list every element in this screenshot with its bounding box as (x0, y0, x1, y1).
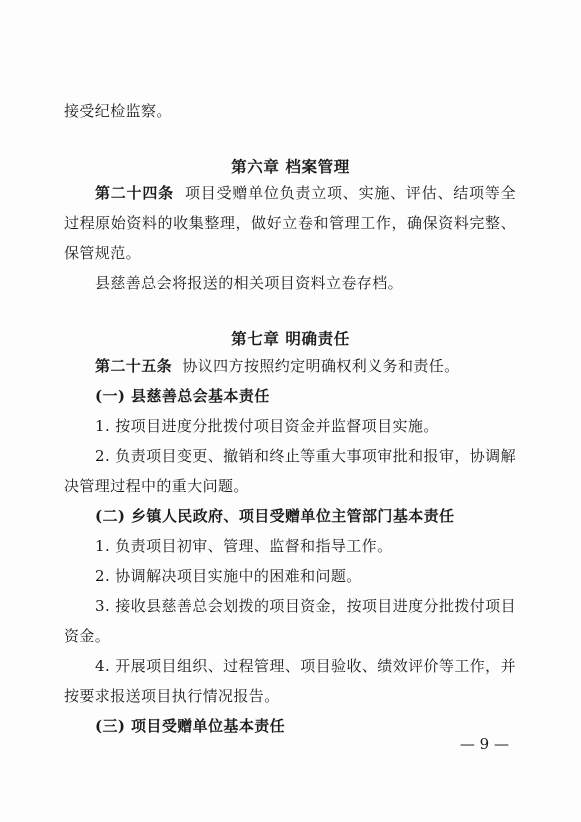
article-25-text: 协议四方按照约定明确权利义务和责任。 (182, 357, 460, 375)
section-2-item-3-line-1: 3. 接收县慈善总会划拨的项目资金，按项目进度分批拨付项目 (95, 597, 516, 615)
section-2-title: (二) 乡镇人民政府、项目受赠单位主管部门基本责任 (95, 507, 455, 525)
article-24-label: 第二十四条 (95, 184, 174, 202)
section-1-item-1: 1. 按项目进度分批拨付项目资金并监督项目实施。 (95, 417, 439, 435)
article-24-text-1: 项目受赠单位负责立项、实施、评估、结项等全 (185, 184, 516, 202)
chapter-6-title: 第六章 档案管理 (231, 157, 350, 176)
section-2-item-4-line-1: 4. 开展项目组织、过程管理、项目验收、绩效评价等工作，并 (95, 657, 516, 675)
section-1-item-2-line-2: 决管理过程中的重大问题。 (64, 477, 249, 495)
article-24-line-3: 保管规范。 (64, 244, 142, 262)
archive-paragraph: 县慈善总会将报送的相关项目资料立卷存档。 (95, 274, 404, 292)
article-24-line-2: 过程原始资料的收集整理，做好立卷和管理工作，确保资料完整、 (64, 214, 516, 232)
article-25-label: 第二十五条 (95, 357, 173, 375)
section-1-item-2-line-1: 2. 负责项目变更、撤销和终止等重大事项审批和报审，协调解 (95, 447, 516, 465)
section-2-item-1: 1. 负责项目初审、管理、监督和指导工作。 (95, 537, 393, 555)
article-24-line-1 (95, 183, 516, 203)
continuation-line: 接受纪检监察。 (64, 102, 172, 120)
article-25-line (95, 356, 460, 376)
section-2-item-3-line-2: 资金。 (64, 627, 111, 645)
section-2-item-4-line-2: 按要求报送项目执行情况报告。 (64, 687, 280, 705)
chapter-7-title: 第七章 明确责任 (231, 329, 350, 348)
section-3-title: (三) 项目受赠单位基本责任 (95, 717, 286, 735)
page-number: — 9 — (459, 735, 509, 753)
section-1-title: (一) 县慈善总会基本责任 (95, 387, 270, 405)
section-2-item-2: 2. 协调解决项目实施中的困难和问题。 (95, 567, 362, 585)
